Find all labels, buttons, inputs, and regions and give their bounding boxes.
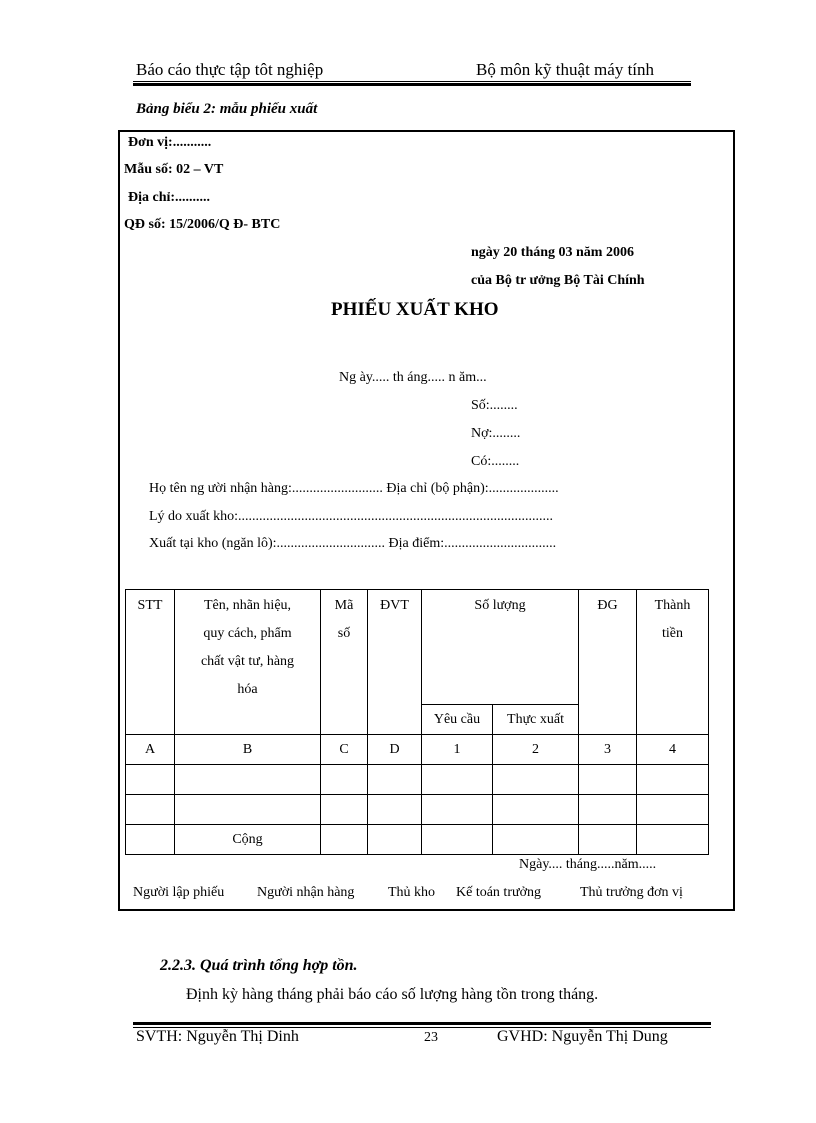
header-yeu-cau: Yêu cầu: [422, 705, 493, 735]
code-cell: 2: [493, 735, 579, 765]
page-number: 23: [424, 1030, 438, 1045]
signer-preparer: Người lập phiếu: [133, 885, 225, 900]
sign-date: Ngày.... tháng.....năm.....: [519, 857, 657, 872]
date-line: Ng ày..... th áng..... n ăm...: [339, 370, 487, 385]
table-row: [126, 795, 709, 825]
table-row: [126, 765, 709, 795]
signer-storekeeper: Thủ kho: [388, 885, 436, 900]
no-field: Nợ:........: [471, 426, 521, 441]
form-title: PHIẾU XUẤT KHO: [331, 299, 499, 320]
qd-issuer: của Bộ tr ưởng Bộ Tài Chính: [471, 273, 645, 288]
header-rule-thin: [133, 81, 691, 82]
header-dg: ĐG: [579, 590, 637, 735]
section-body: Định kỳ hàng tháng phải báo cáo số lượng hàng tồn trong tháng.: [186, 986, 599, 1003]
footer-advisor: GVHD: Nguyễn Thị Dung: [497, 1028, 668, 1045]
footer-rule-thick: [133, 1022, 711, 1025]
header-ma-so: Mã số: [321, 590, 368, 735]
items-table: [125, 589, 709, 855]
section-heading: 2.2.3. Quá trình tổng hợp tồn.: [160, 957, 358, 974]
code-cell: 4: [637, 735, 709, 765]
mau-so: Mẫu số: 02 – VT: [124, 162, 224, 177]
code-cell: B: [175, 735, 321, 765]
code-cell: D: [368, 735, 422, 765]
table-code-row: [126, 735, 709, 765]
dia-chi: Địa chỉ:..........: [128, 190, 211, 205]
reason-field: Lý do xuất kho:..........................................................................................: [149, 509, 554, 524]
header-thanh-tien: Thành tiền: [637, 590, 709, 735]
code-cell: 3: [579, 735, 637, 765]
header-rule-thick: [133, 83, 691, 86]
signer-accountant: Kế toán trưởng: [456, 885, 541, 900]
table-total-row: [126, 825, 709, 855]
receiver-field: Họ tên ng ười nhận hàng:.......................... Địa chỉ (bộ phận):....................: [149, 481, 559, 496]
total-label: Cộng: [175, 825, 321, 855]
header-left: Báo cáo thực tập tôt nghiệp: [136, 60, 324, 79]
signer-receiver: Người nhận hàng: [257, 885, 355, 900]
so-field: Số:........: [471, 398, 518, 413]
qd-so: QĐ số: 15/2006/Q Đ- BTC: [124, 217, 281, 232]
co-field: Có:........: [471, 454, 520, 469]
header-stt: STT: [126, 590, 175, 735]
table-header-row: [126, 590, 709, 705]
header-dvt: ĐVT: [368, 590, 422, 735]
code-cell: C: [321, 735, 368, 765]
header-ten: Tên, nhãn hiệu, quy cách, phẩm chất vật tư, hàng hóa: [175, 590, 321, 735]
header-right: Bộ môn kỹ thuật máy tính: [476, 60, 655, 79]
header-so-luong: Số lượng: [422, 590, 579, 705]
qd-date: ngày 20 tháng 03 năm 2006: [471, 245, 634, 260]
code-cell: A: [126, 735, 175, 765]
table-caption: Bảng biểu 2: mẫu phiếu xuất: [136, 101, 318, 117]
footer-student: SVTH: Nguyễn Thị Dinh: [136, 1028, 299, 1045]
header-thuc-xuat: Thực xuất: [493, 705, 579, 735]
warehouse-field: Xuất tại kho (ngăn lô):............................... Địa điểm:................................: [149, 536, 557, 551]
don-vi: Đơn vị:...........: [128, 135, 212, 150]
signer-head: Thủ trưởng đơn vị: [580, 885, 683, 900]
code-cell: 1: [422, 735, 493, 765]
